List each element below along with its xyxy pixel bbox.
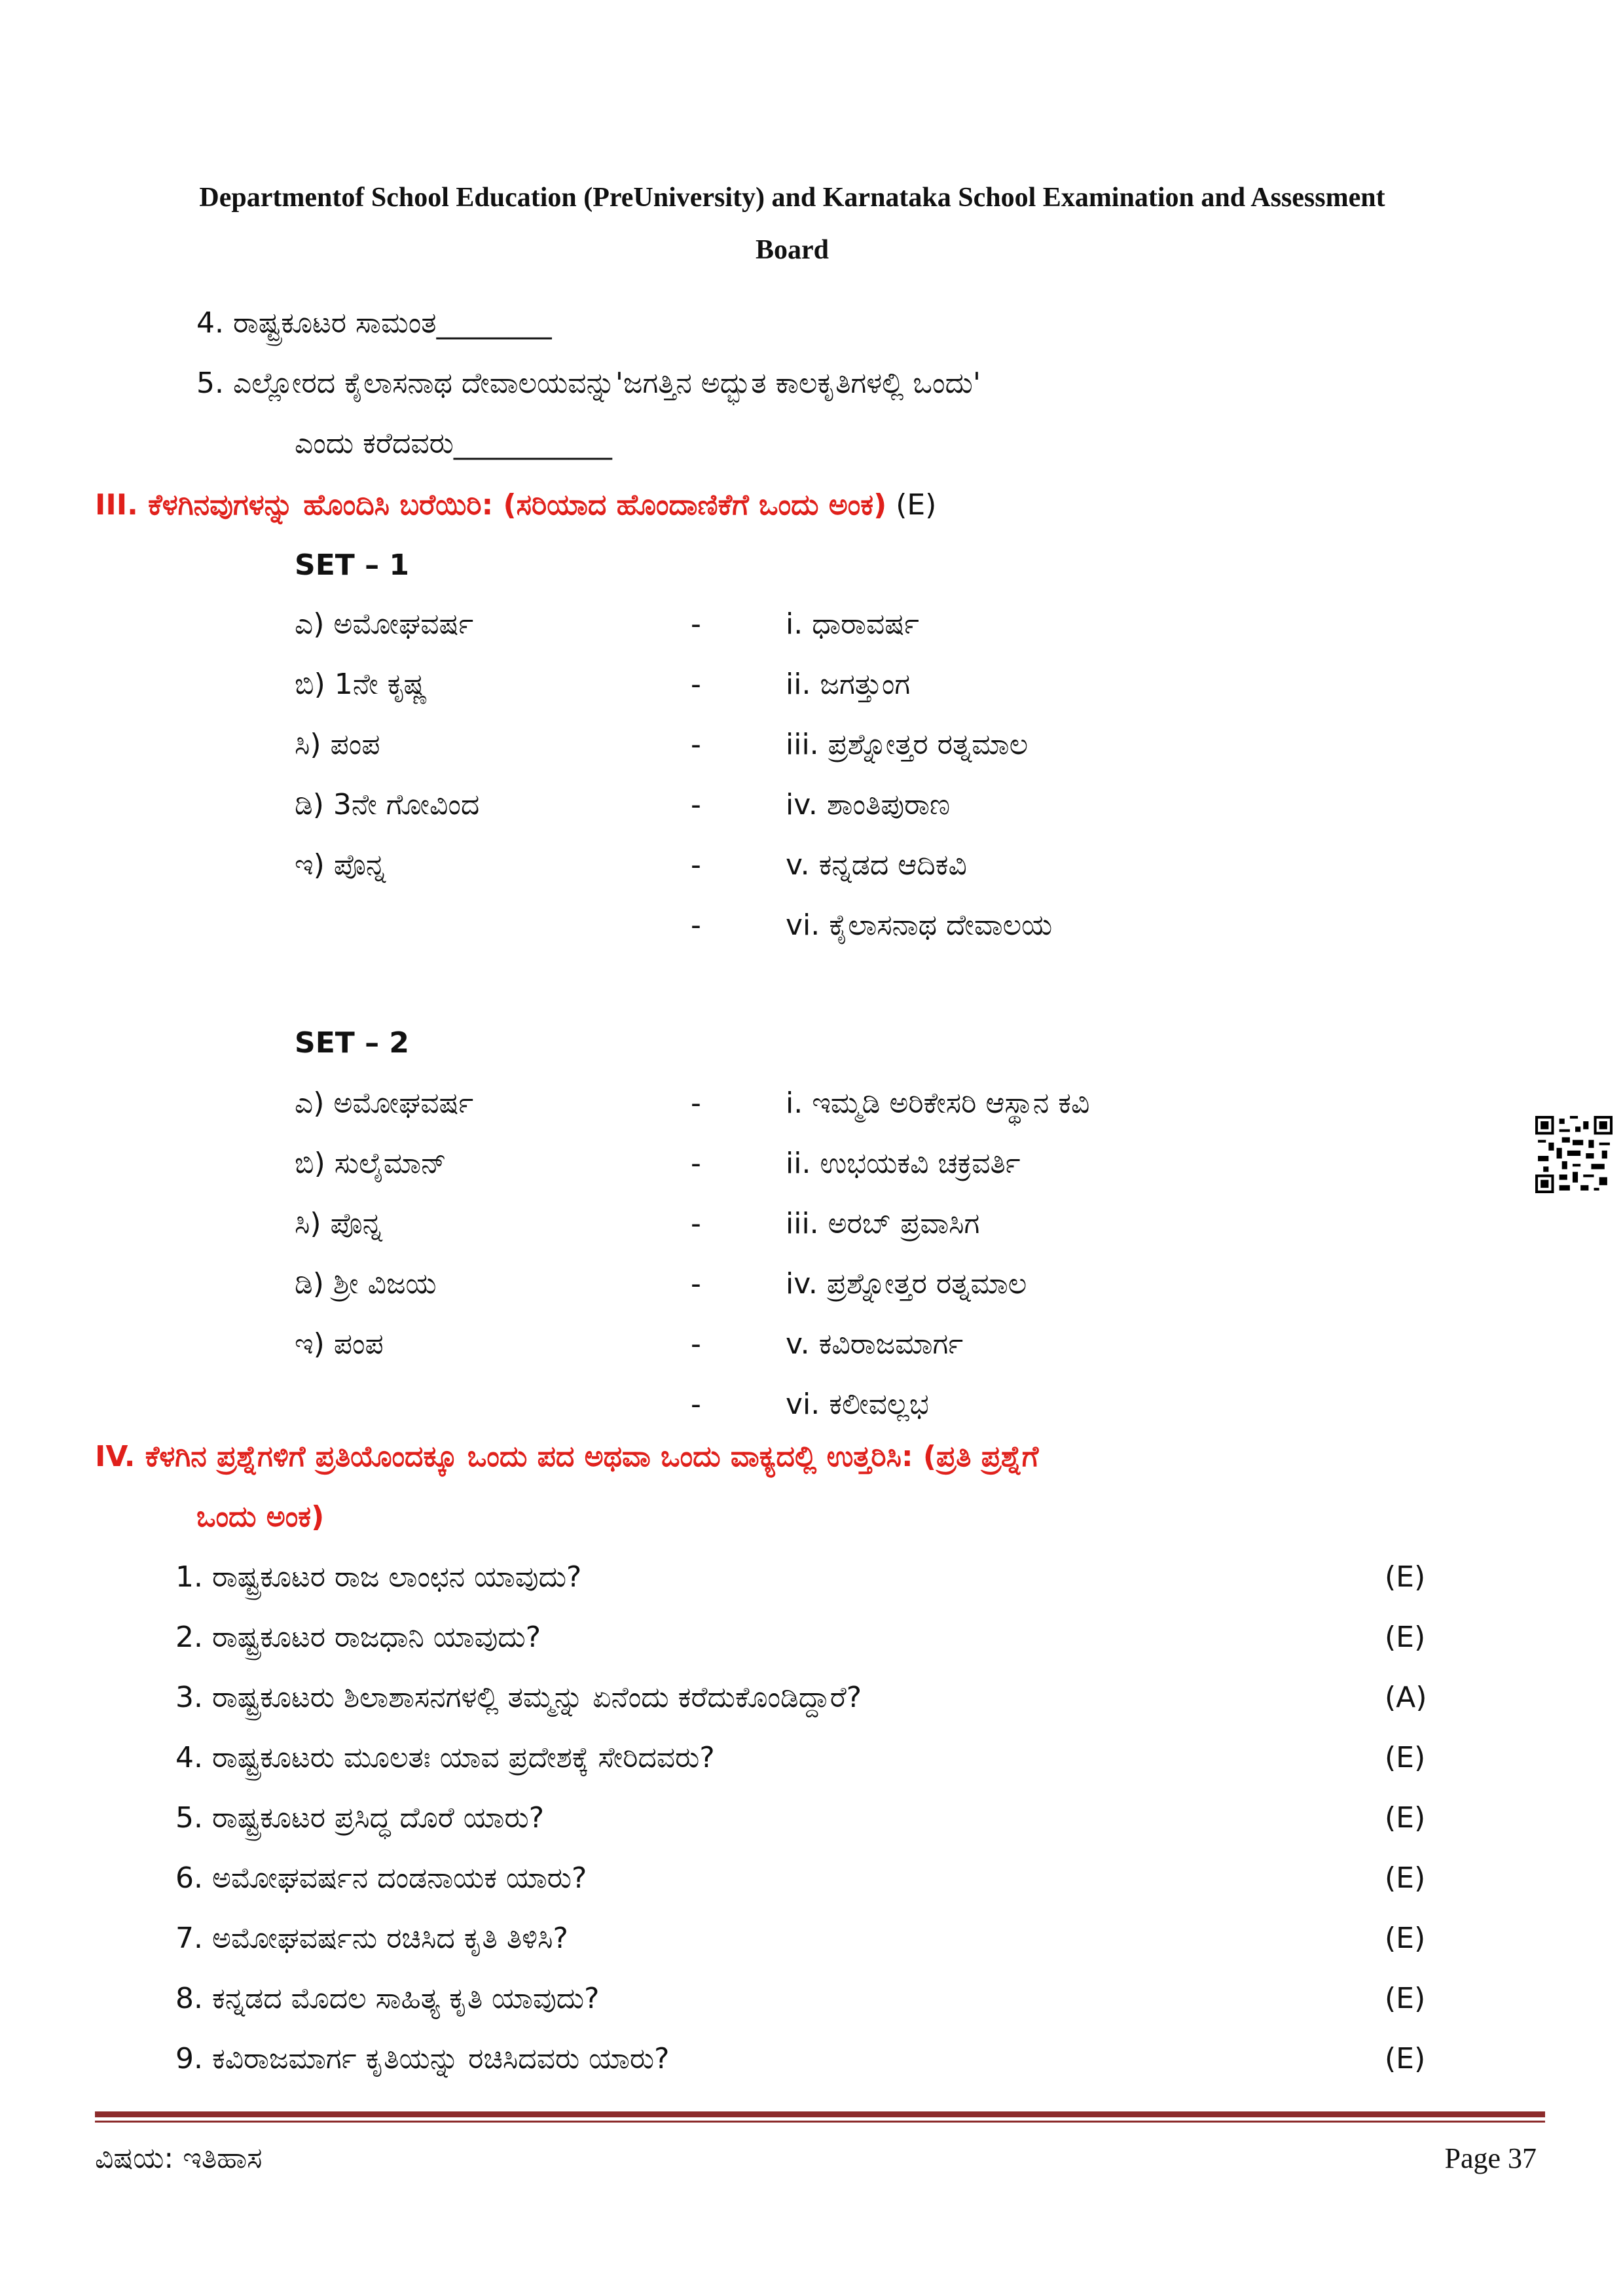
set1-dash: - xyxy=(691,607,701,641)
set1-right-item: iv. ಶಾಂತಿಪುರಾಣ xyxy=(786,788,951,821)
header-line-1: Departmentof School Education (PreUniversity) and Karnataka School Examination and Assessment xyxy=(199,183,1385,213)
question-mark: (E) xyxy=(1385,1982,1426,2015)
set2-dash: - xyxy=(691,1267,701,1300)
question-item: 5. ರಾಷ್ಟ್ರಕೂಟರ ಪ್ರಸಿದ್ಧ ದೊರೆ ಯಾರು? xyxy=(175,1801,545,1835)
question-mark: (A) xyxy=(1385,1681,1427,1714)
set2-dash: - xyxy=(691,1147,701,1180)
set2-right-item: ii. ಉಭಯಕವಿ ಚಕ್ರವರ್ತಿ xyxy=(786,1147,1021,1180)
question-item: 9. ಕವಿರಾಜಮಾರ್ಗ ಕೃತಿಯನ್ನು ರಚಿಸಿದವರು ಯಾರು? xyxy=(175,2042,670,2075)
question-item: 3. ರಾಷ್ಟ್ರಕೂಟರು ಶಿಲಾಶಾಸನಗಳಲ್ಲಿ ತಮ್ಮನ್ನು ಏನೆಂದು ಕರೆದುಕೊಂಡಿದ್ದಾರೆ? xyxy=(175,1681,862,1714)
section3-title xyxy=(95,488,936,522)
question-mark: (E) xyxy=(1385,1741,1426,1774)
set1-right-item: i. ಧಾರಾವರ್ಷ xyxy=(786,607,919,641)
question-mark: (E) xyxy=(1385,2042,1426,2075)
set1-dash: - xyxy=(691,728,701,761)
set2-right-item: iv. ಪ್ರಶ್ನೋತ್ತರ ರತ್ನಮಾಲ xyxy=(786,1267,1027,1300)
set2-left-item: ಇ) ಪಂಪ xyxy=(295,1327,384,1361)
set1-right-item: ii. ಜಗತ್ತುಂಗ xyxy=(786,668,911,701)
set1-dash: - xyxy=(691,848,701,882)
question-mark: (E) xyxy=(1385,1922,1426,1955)
set1-title: SET – 1 xyxy=(295,548,410,582)
question-mark: (E) xyxy=(1385,1621,1426,1654)
question-item: 4. ರಾಷ್ಟ್ರಕೂಟರು ಮೂಲತಃ ಯಾವ ಪ್ರದೇಶಕ್ಕೆ ಸೇರಿದವರು? xyxy=(175,1741,715,1774)
footer-rule-thick xyxy=(95,2111,1545,2117)
set1-left-item: ಬಿ) 1ನೇ ಕೃಷ್ಣ xyxy=(295,668,428,701)
section4-title-line1: IV. ಕೆಳಗಿನ ಪ್ರಶ್ನೆಗಳಿಗೆ ಪ್ರತಿಯೊಂದಕ್ಕೂ ಒಂದು ಪದ ಅಥವಾ ಒಂದು ವಾಕ್ಯದಲ್ಲಿ ಉತ್ತರಿಸಿ: (ಪ್ರತಿ ಪ್ರಶ್ನೆಗೆ xyxy=(95,1440,1039,1473)
set2-left-item: ಎ) ಅಮೋಘವರ್ಷ xyxy=(295,1086,474,1120)
header-line-2: Board xyxy=(755,235,829,265)
page-number: Page 37 xyxy=(1444,2142,1537,2174)
set2-dash: - xyxy=(691,1086,701,1120)
set2-dash: - xyxy=(691,1388,701,1421)
question-item: 1. ರಾಷ್ಟ್ರಕೂಟರ ರಾಜ ಲಾಂಛನ ಯಾವುದು? xyxy=(175,1560,582,1594)
set2-right-item: i. ಇಮ್ಮಡಿ ಅರಿಕೇಸರಿ ಆಸ್ಥಾನ ಕವಿ xyxy=(786,1086,1090,1120)
set1-dash: - xyxy=(691,668,701,701)
question-mark: (E) xyxy=(1385,1560,1426,1594)
set2-left-item: ಸಿ) ಪೊನ್ನ xyxy=(295,1207,383,1240)
section3-title-text: III. ಕೆಳಗಿನವುಗಳನ್ನು ಹೊಂದಿಸಿ ಬರೆಯಿರಿ: (ಸರಿಯಾದ ಹೊಂದಾಣಿಕೆಗೆ ಒಂದು ಅಂಕ) xyxy=(95,488,887,522)
section4-title-line2: ಒಂದು ಅಂಕ) xyxy=(196,1500,325,1534)
set1-left-item: ಡಿ) 3ನೇ ಗೋವಿಂದ xyxy=(295,788,480,821)
set1-right-item: v. ಕನ್ನಡದ ಆದಿಕವಿ xyxy=(786,848,967,882)
section3-tag: (E) xyxy=(896,488,937,522)
footer-rule-thin xyxy=(95,2121,1545,2123)
question-item: 8. ಕನ್ನಡದ ಮೊದಲ ಸಾಹಿತ್ಯ ಕೃತಿ ಯಾವುದು? xyxy=(175,1982,600,2015)
set1-right-item: iii. ಪ್ರಶ್ನೋತ್ತರ ರತ್ನಮಾಲ xyxy=(786,728,1029,761)
question-item: 2. ರಾಷ್ಟ್ರಕೂಟರ ರಾಜಧಾನಿ ಯಾವುದು? xyxy=(175,1621,541,1654)
set2-left-item: ಡಿ) ಶ್ರೀ ವಿಜಯ xyxy=(295,1267,437,1300)
set2-right-item: vi. ಕಲೀವಲ್ಲಭ xyxy=(786,1388,929,1421)
set1-dash: - xyxy=(691,908,701,942)
footer-subject: ವಿಷಯ: ಇತಿಹಾಸ xyxy=(95,2142,263,2175)
set2-right-item: v. ಕವಿರಾಜಮಾರ್ಗ xyxy=(786,1327,964,1361)
fill-blank-4: 4. ರಾಷ್ಟ್ರಕೂಟರ ಸಾಮಂತ________ xyxy=(196,306,552,340)
question-item: 6. ಅಮೋಘವರ್ಷನ ದಂಡನಾಯಕ ಯಾರು? xyxy=(175,1861,587,1895)
set2-right-item: iii. ಅರಬ್ ಪ್ರವಾಸಿಗ xyxy=(786,1207,980,1240)
question-item: 7. ಅಮೋಘವರ್ಷನು ರಚಿಸಿದ ಕೃತಿ ತಿಳಿಸಿ? xyxy=(175,1922,568,1955)
fill-blank-5: 5. ಎಲ್ಲೋರದ ಕೈಲಾಸನಾಥ ದೇವಾಲಯವನ್ನು'ಜಗತ್ತಿನ ಅದ್ಭುತ ಕಾಲಕೃತಿಗಳಲ್ಲಿ ಒಂದು' xyxy=(196,367,981,400)
set2-left-item: ಬಿ) ಸುಲೈಮಾನ್ xyxy=(295,1147,447,1180)
set1-left-item: ಎ) ಅಮೋಘವರ್ಷ xyxy=(295,607,474,641)
set1-dash: - xyxy=(691,788,701,821)
qr-code-icon xyxy=(1535,1116,1613,1193)
question-mark: (E) xyxy=(1385,1861,1426,1895)
question-mark: (E) xyxy=(1385,1801,1426,1835)
fill-blank-5-cont: ಎಂದು ಕರೆದವರು___________ xyxy=(295,427,612,460)
set2-dash: - xyxy=(691,1207,701,1240)
set2-title: SET – 2 xyxy=(295,1026,410,1060)
set1-left-item: ಸಿ) ಪಂಪ xyxy=(295,728,380,761)
set1-right-item: vi. ಕೈಲಾಸನಾಥ ದೇವಾಲಯ xyxy=(786,908,1053,942)
set1-left-item: ಇ) ಪೊನ್ನ xyxy=(295,848,386,882)
set2-dash: - xyxy=(691,1327,701,1361)
